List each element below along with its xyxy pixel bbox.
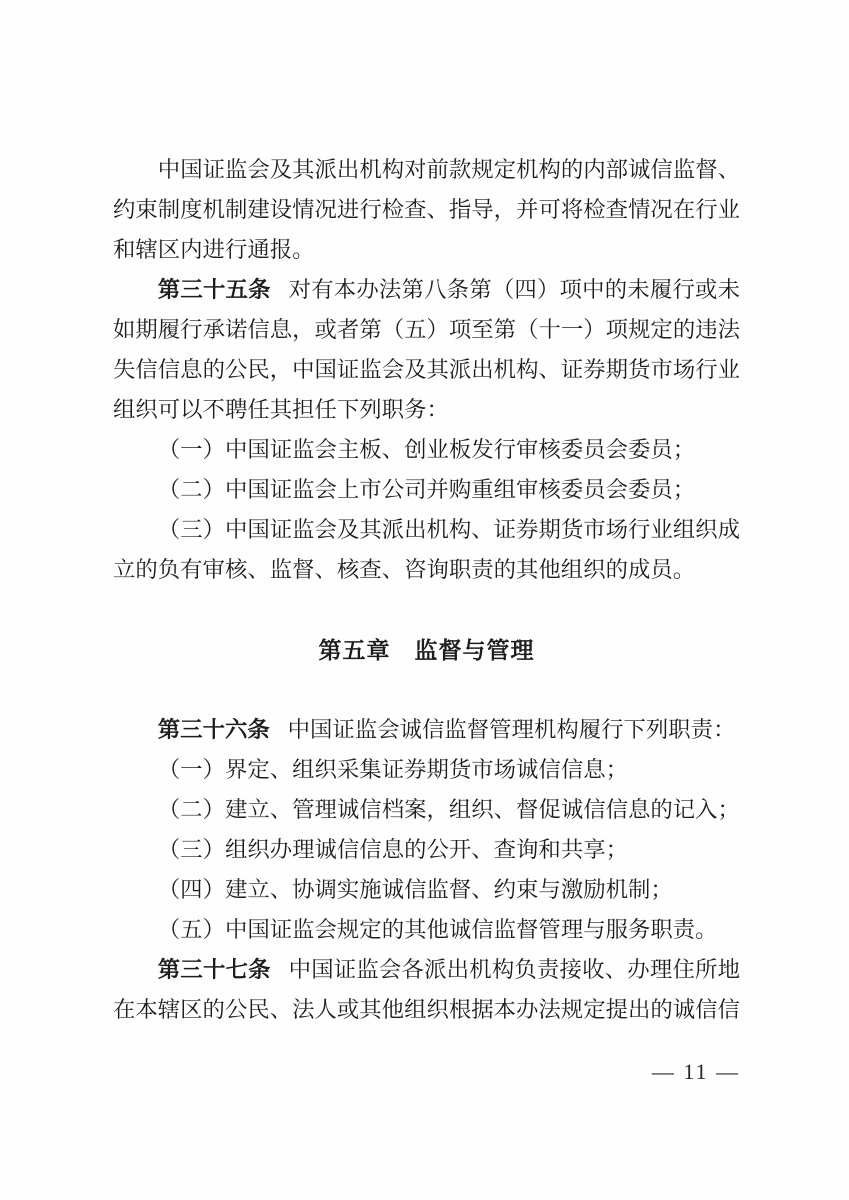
- article-36-item-4: （四）建立、协调实施诚信监督、约束与激励机制；: [157, 877, 673, 902]
- article-36-item-1: （一）界定、组织采集证券期货市场诚信信息；: [157, 757, 628, 782]
- article-35-item-1: （一）中国证监会主板、创业板发行审核委员会委员；: [157, 437, 696, 462]
- article-35-item-2: （二）中国证监会上市公司并购重组审核委员会委员；: [157, 477, 696, 502]
- document-body: [113, 150, 740, 1030]
- article-37-number: 第三十七条: [157, 957, 271, 982]
- article-36-text: 中国证监会诚信监督管理机构履行下列职责：: [287, 717, 736, 742]
- article-35-item-3: （三）中国证监会及其派出机构、证券期货市场行业组织成立的负有审核、监督、核查、咨询职责的其他组织的成员。: [113, 517, 740, 582]
- chapter-5-heading: 第五章 监督与管理: [318, 637, 535, 663]
- article-36-item-3: （三）组织办理诚信信息的公开、查询和共享；: [157, 837, 628, 862]
- article-36-number: 第三十六条: [157, 717, 270, 742]
- page-number: — 11 —: [651, 1059, 740, 1084]
- article-36-paragraph: [113, 710, 740, 750]
- article-35-number: 第三十五条: [157, 277, 271, 302]
- article-37-paragraph: [113, 950, 740, 1030]
- article-35-text: 对有本办法第八条第（四）项中的未履行或未如期履行承诺信息，或者第（五）项至第（十一）项规定的违法失信信息的公民，中国证监会及其派出机构、证券期货市场行业组织可以不聘任其担任下列职务：: [113, 277, 741, 422]
- paragraph-continuation: 中国证监会及其派出机构对前款规定机构的内部诚信监督、约束制度机制建设情况进行检查、指导，并可将检查情况在行业和辖区内进行通报。: [113, 157, 740, 262]
- article-36-item-2: （二）建立、管理诚信档案，组织、督促诚信信息的记入；: [157, 797, 740, 822]
- article-36-item-5: （五）中国证监会规定的其他诚信监督管理与服务职责。: [157, 917, 718, 942]
- article-35-paragraph: [113, 270, 740, 430]
- article-37-text: 中国证监会各派出机构负责接收、办理住所地在本辖区的公民、法人或其他组织根据本办法规定提出的诚信信: [113, 957, 741, 1022]
